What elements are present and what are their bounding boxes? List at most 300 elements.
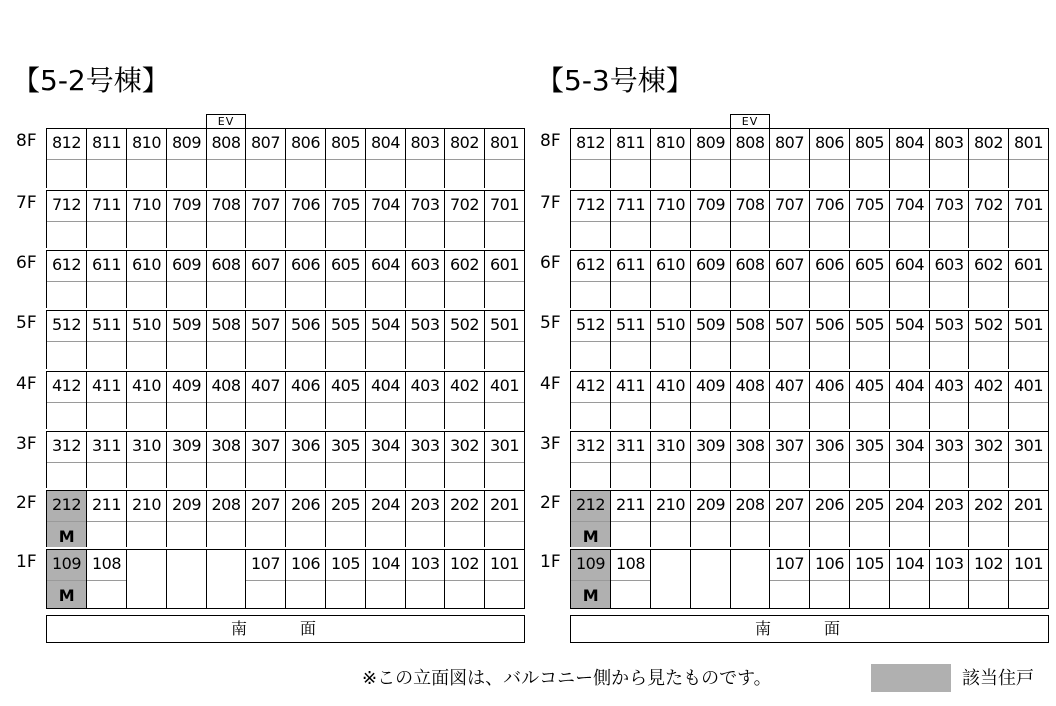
unit-cell xyxy=(126,431,166,488)
unit-subrow xyxy=(87,341,126,372)
unit-number: 711 xyxy=(91,195,122,214)
unit-subrow xyxy=(691,580,730,610)
unit-cell xyxy=(769,128,809,188)
grid-bottom-edge xyxy=(46,608,525,609)
unit-number: 804 xyxy=(370,133,401,152)
unit-cell xyxy=(889,490,929,547)
unit-number: 104 xyxy=(894,554,925,573)
unit-cell xyxy=(444,310,484,369)
unit-subrow xyxy=(930,580,968,611)
unit-number: 508 xyxy=(211,315,241,334)
unit-cell xyxy=(690,128,730,188)
unit-subrow xyxy=(127,221,166,252)
unit-cell xyxy=(809,549,849,608)
unit-subrow xyxy=(731,580,769,610)
unit-number: 702 xyxy=(449,195,480,214)
unit-cell xyxy=(484,490,524,547)
unit-number: 707 xyxy=(250,195,281,214)
south-face-label: 南 面 xyxy=(46,615,525,643)
unit-subrow xyxy=(286,580,325,611)
unit-subrow xyxy=(207,462,245,493)
unit-cell-highlighted xyxy=(46,490,86,547)
unit-subrow xyxy=(850,281,889,312)
unit-cell xyxy=(968,190,1008,248)
unit-subrow xyxy=(691,341,730,372)
unit-cell xyxy=(1008,128,1048,188)
unit-cell xyxy=(610,371,650,429)
unit-cell xyxy=(166,128,206,188)
unit-cell xyxy=(245,128,285,188)
unit-subrow xyxy=(969,159,1008,190)
unit-number: 307 xyxy=(250,436,281,455)
unit-cell xyxy=(650,490,690,547)
unit-number: 303 xyxy=(934,436,964,455)
unit-cell xyxy=(484,190,524,248)
unit-number: 305 xyxy=(854,436,885,455)
floor-label: 4F xyxy=(540,374,561,394)
unit-subrow xyxy=(167,341,206,372)
unit-number: 502 xyxy=(449,315,480,334)
unit-subrow xyxy=(246,462,285,493)
unit-cell xyxy=(968,371,1008,429)
unit-number: 603 xyxy=(934,255,964,274)
unit-number: 710 xyxy=(655,195,686,214)
unit-subrow xyxy=(810,221,849,252)
unit-number: 206 xyxy=(290,495,321,514)
unit-subrow xyxy=(810,159,849,190)
unit-subrow xyxy=(127,341,166,372)
unit-subrow xyxy=(731,221,769,252)
unit-number: 404 xyxy=(370,376,401,395)
unit-subrow xyxy=(1009,462,1048,493)
unit-number: 309 xyxy=(171,436,202,455)
unit-number: 806 xyxy=(814,133,845,152)
unit-subrow xyxy=(87,462,126,493)
unit-number: 403 xyxy=(934,376,964,395)
unit-subrow xyxy=(1009,281,1048,312)
unit-number: 709 xyxy=(695,195,726,214)
unit-cell xyxy=(166,190,206,248)
unit-subrow xyxy=(571,221,610,252)
unit-number: 106 xyxy=(290,554,321,573)
unit-number: 104 xyxy=(370,554,401,573)
unit-subrow xyxy=(167,402,206,433)
unit-subrow xyxy=(611,159,650,190)
unit-cell xyxy=(166,431,206,488)
unit-subrow xyxy=(930,341,968,372)
unit-subrow xyxy=(651,580,690,610)
unit-number: 712 xyxy=(575,195,606,214)
unit-number: 503 xyxy=(410,315,440,334)
unit-subrow xyxy=(485,281,524,312)
unit-cell xyxy=(484,431,524,488)
unit-subrow xyxy=(611,521,650,552)
note-text: ※この立面図は、バルコニー側から見たものです。 xyxy=(362,668,772,689)
unit-subrow xyxy=(445,580,484,611)
unit-subrow xyxy=(127,521,166,552)
unit-number: 512 xyxy=(575,315,606,334)
floor-label: 1F xyxy=(540,552,561,572)
unit-number: 804 xyxy=(894,133,925,152)
unit-number: 311 xyxy=(615,436,646,455)
unit-subrow xyxy=(731,462,769,493)
unit-number: 108 xyxy=(615,554,646,573)
unit-cell xyxy=(444,128,484,188)
unit-cell xyxy=(365,128,405,188)
unit-subrow xyxy=(890,521,929,552)
unit-number: 607 xyxy=(774,255,805,274)
unit-number: 109 xyxy=(51,554,82,573)
unit-subrow xyxy=(326,221,365,252)
unit-subrow xyxy=(406,221,444,252)
south-face-label: 南 面 xyxy=(570,615,1049,643)
maisonette-mark: M xyxy=(571,580,610,611)
unit-number: 507 xyxy=(250,315,281,334)
unit-cell xyxy=(849,549,889,608)
unit-cell xyxy=(968,250,1008,308)
unit-number: 312 xyxy=(575,436,606,455)
unit-number: 510 xyxy=(131,315,162,334)
unit-number: 708 xyxy=(735,195,765,214)
unit-subrow xyxy=(167,580,206,610)
unit-cell xyxy=(444,190,484,248)
unit-number: 811 xyxy=(615,133,646,152)
unit-number: 404 xyxy=(894,376,925,395)
unit-cell xyxy=(849,250,889,308)
unit-number: 402 xyxy=(449,376,480,395)
unit-cell xyxy=(285,371,325,429)
unit-cell xyxy=(769,371,809,429)
unit-cell xyxy=(405,490,444,547)
unit-number: 301 xyxy=(489,436,520,455)
unit-number: 702 xyxy=(973,195,1004,214)
unit-number: 309 xyxy=(695,436,726,455)
unit-number: 208 xyxy=(735,495,765,514)
unit-cell xyxy=(285,431,325,488)
floor-label: 8F xyxy=(540,131,561,151)
unit-cell xyxy=(929,371,968,429)
unit-subrow xyxy=(47,402,86,433)
elevator-label: EV xyxy=(206,114,246,128)
unit-subrow xyxy=(731,521,769,552)
unit-number: 709 xyxy=(171,195,202,214)
unit-number: 610 xyxy=(655,255,686,274)
unit-subrow xyxy=(406,402,444,433)
unit-cell xyxy=(46,190,86,248)
unit-subrow xyxy=(969,402,1008,433)
floor-label: 5F xyxy=(16,313,37,333)
unit-number: 608 xyxy=(735,255,765,274)
unit-cell xyxy=(570,250,610,308)
unit-number: 105 xyxy=(330,554,361,573)
unit-cell xyxy=(166,250,206,308)
unit-cell xyxy=(730,310,769,369)
unit-number: 307 xyxy=(774,436,805,455)
unit-cell xyxy=(690,371,730,429)
unit-subrow xyxy=(406,159,444,190)
unit-number: 204 xyxy=(370,495,401,514)
unit-subrow xyxy=(691,462,730,493)
unit-cell xyxy=(968,431,1008,488)
unit-subrow xyxy=(770,221,809,252)
unit-subrow xyxy=(207,402,245,433)
unit-subrow xyxy=(87,402,126,433)
unit-subrow xyxy=(326,341,365,372)
unit-cell xyxy=(889,250,929,308)
unit-cell xyxy=(968,128,1008,188)
unit-number: 706 xyxy=(290,195,321,214)
unit-cell xyxy=(325,431,365,488)
unit-subrow xyxy=(731,341,769,372)
unit-subrow xyxy=(445,159,484,190)
unit-subrow xyxy=(651,159,690,190)
unit-subrow xyxy=(246,159,285,190)
unit-subrow xyxy=(691,402,730,433)
unit-subrow xyxy=(326,402,365,433)
unit-subrow xyxy=(485,402,524,433)
unit-subrow xyxy=(366,341,405,372)
unit-cell xyxy=(929,190,968,248)
unit-number: 805 xyxy=(330,133,361,152)
unit-cell xyxy=(166,371,206,429)
unit-number: 506 xyxy=(814,315,845,334)
unit-cell xyxy=(889,128,929,188)
unit-cell xyxy=(929,431,968,488)
unit-cell xyxy=(206,310,245,369)
unit-number: 809 xyxy=(171,133,202,152)
grid-right-edge xyxy=(1048,128,1049,608)
unit-cell xyxy=(809,128,849,188)
unit-number: 701 xyxy=(489,195,520,214)
unit-subrow xyxy=(47,221,86,252)
unit-number: 710 xyxy=(131,195,162,214)
unit-cell xyxy=(206,190,245,248)
unit-subrow xyxy=(969,221,1008,252)
unit-number: 606 xyxy=(290,255,321,274)
unit-cell xyxy=(730,371,769,429)
unit-subrow xyxy=(810,402,849,433)
floor-label: 2F xyxy=(540,493,561,513)
unit-number: 205 xyxy=(330,495,361,514)
unit-subrow xyxy=(286,462,325,493)
unit-cell xyxy=(968,490,1008,547)
unit-number: 409 xyxy=(171,376,202,395)
unit-subrow xyxy=(611,221,650,252)
unit-subrow xyxy=(286,402,325,433)
elevator-label: EV xyxy=(730,114,770,128)
unit-cell xyxy=(650,549,690,608)
unit-number: 601 xyxy=(489,255,520,274)
unit-cell xyxy=(405,250,444,308)
unit-subrow xyxy=(366,281,405,312)
unit-number: 403 xyxy=(410,376,440,395)
unit-number: 401 xyxy=(1013,376,1044,395)
unit-cell xyxy=(484,310,524,369)
unit-subrow xyxy=(651,402,690,433)
unit-number: 612 xyxy=(575,255,606,274)
unit-subrow xyxy=(366,462,405,493)
unit-number: 607 xyxy=(250,255,281,274)
unit-cell xyxy=(245,431,285,488)
unit-cell xyxy=(325,490,365,547)
unit-subrow xyxy=(246,402,285,433)
unit-cell xyxy=(730,431,769,488)
unit-number: 606 xyxy=(814,255,845,274)
unit-cell xyxy=(809,310,849,369)
floor-label: 4F xyxy=(16,374,37,394)
unit-cell xyxy=(968,310,1008,369)
unit-cell xyxy=(650,310,690,369)
unit-subrow xyxy=(246,341,285,372)
unit-number: 704 xyxy=(370,195,401,214)
unit-subrow xyxy=(890,580,929,611)
unit-subrow xyxy=(930,221,968,252)
unit-number: 801 xyxy=(1013,133,1044,152)
unit-subrow xyxy=(850,402,889,433)
unit-subrow xyxy=(127,402,166,433)
unit-cell xyxy=(405,549,444,608)
unit-subrow xyxy=(326,159,365,190)
unit-cell xyxy=(1008,490,1048,547)
unit-subrow xyxy=(890,281,929,312)
unit-cell xyxy=(849,371,889,429)
unit-number: 809 xyxy=(695,133,726,152)
unit-number: 207 xyxy=(774,495,805,514)
floor-label: 8F xyxy=(16,131,37,151)
unit-cell xyxy=(610,310,650,369)
unit-cell xyxy=(444,371,484,429)
unit-subrow xyxy=(485,462,524,493)
unit-cell xyxy=(968,549,1008,608)
unit-cell xyxy=(126,371,166,429)
unit-subrow xyxy=(890,159,929,190)
unit-number: 605 xyxy=(330,255,361,274)
building-title: 【5-2号棟】 xyxy=(12,64,170,97)
unit-cell xyxy=(484,549,524,608)
unit-cell xyxy=(809,431,849,488)
unit-subrow xyxy=(651,221,690,252)
unit-number: 205 xyxy=(854,495,885,514)
unit-subrow xyxy=(770,159,809,190)
unit-cell xyxy=(285,190,325,248)
unit-cell xyxy=(245,549,285,608)
unit-number: 707 xyxy=(774,195,805,214)
unit-cell xyxy=(405,310,444,369)
unit-number: 505 xyxy=(854,315,885,334)
unit-subrow xyxy=(850,221,889,252)
unit-number: 102 xyxy=(449,554,480,573)
unit-subrow xyxy=(890,402,929,433)
floor-label: 2F xyxy=(16,493,37,513)
floor-label: 3F xyxy=(540,434,561,454)
unit-subrow xyxy=(731,402,769,433)
unit-subrow xyxy=(731,159,769,190)
unit-cell xyxy=(365,431,405,488)
building-5-2 xyxy=(0,60,520,660)
maisonette-mark: M xyxy=(571,521,610,552)
unit-number: 308 xyxy=(211,436,241,455)
unit-subrow xyxy=(850,521,889,552)
unit-number: 811 xyxy=(91,133,122,152)
unit-subrow xyxy=(366,159,405,190)
unit-number: 107 xyxy=(774,554,805,573)
unit-number: 610 xyxy=(131,255,162,274)
unit-number: 406 xyxy=(814,376,845,395)
unit-cell xyxy=(405,431,444,488)
unit-number: 511 xyxy=(91,315,122,334)
unit-subrow xyxy=(87,521,126,552)
unit-number: 502 xyxy=(973,315,1004,334)
unit-number: 412 xyxy=(51,376,82,395)
unit-number: 708 xyxy=(211,195,241,214)
unit-number: 803 xyxy=(934,133,964,152)
unit-subrow xyxy=(47,281,86,312)
unit-subrow xyxy=(485,580,524,611)
unit-number: 306 xyxy=(814,436,845,455)
unit-cell xyxy=(730,490,769,547)
unit-cell xyxy=(929,490,968,547)
unit-number: 211 xyxy=(91,495,122,514)
unit-cell-highlighted xyxy=(570,490,610,547)
unit-number: 202 xyxy=(449,495,480,514)
unit-cell xyxy=(365,190,405,248)
unit-cell xyxy=(46,250,86,308)
unit-subrow xyxy=(127,462,166,493)
unit-subrow xyxy=(167,159,206,190)
unit-cell xyxy=(325,128,365,188)
unit-subrow xyxy=(611,580,650,611)
unit-subrow xyxy=(445,281,484,312)
unit-cell xyxy=(849,128,889,188)
unit-cell xyxy=(365,371,405,429)
unit-subrow xyxy=(1009,159,1048,190)
unit-subrow xyxy=(810,462,849,493)
unit-subrow xyxy=(890,341,929,372)
unit-cell-highlighted xyxy=(46,549,86,608)
unit-subrow xyxy=(47,462,86,493)
unit-number: 406 xyxy=(290,376,321,395)
unit-subrow xyxy=(770,341,809,372)
unit-subrow xyxy=(485,521,524,552)
unit-number: 701 xyxy=(1013,195,1044,214)
floor-label: 5F xyxy=(540,313,561,333)
legend-swatch xyxy=(871,664,951,692)
unit-number: 609 xyxy=(695,255,726,274)
unit-cell xyxy=(86,310,126,369)
unit-number: 405 xyxy=(854,376,885,395)
unit-cell xyxy=(570,190,610,248)
unit-cell xyxy=(484,128,524,188)
unit-cell xyxy=(769,250,809,308)
unit-number: 605 xyxy=(854,255,885,274)
unit-cell xyxy=(929,250,968,308)
unit-subrow xyxy=(691,281,730,312)
unit-number: 802 xyxy=(449,133,480,152)
unit-cell xyxy=(245,490,285,547)
unit-cell xyxy=(206,128,245,188)
unit-number: 202 xyxy=(973,495,1004,514)
unit-cell xyxy=(325,190,365,248)
unit-number: 812 xyxy=(51,133,82,152)
unit-cell xyxy=(849,310,889,369)
unit-subrow xyxy=(651,281,690,312)
unit-subrow xyxy=(406,521,444,552)
unit-cell xyxy=(285,128,325,188)
unit-cell xyxy=(444,490,484,547)
unit-subrow xyxy=(366,521,405,552)
unit-cell xyxy=(809,371,849,429)
unit-subrow xyxy=(485,341,524,372)
